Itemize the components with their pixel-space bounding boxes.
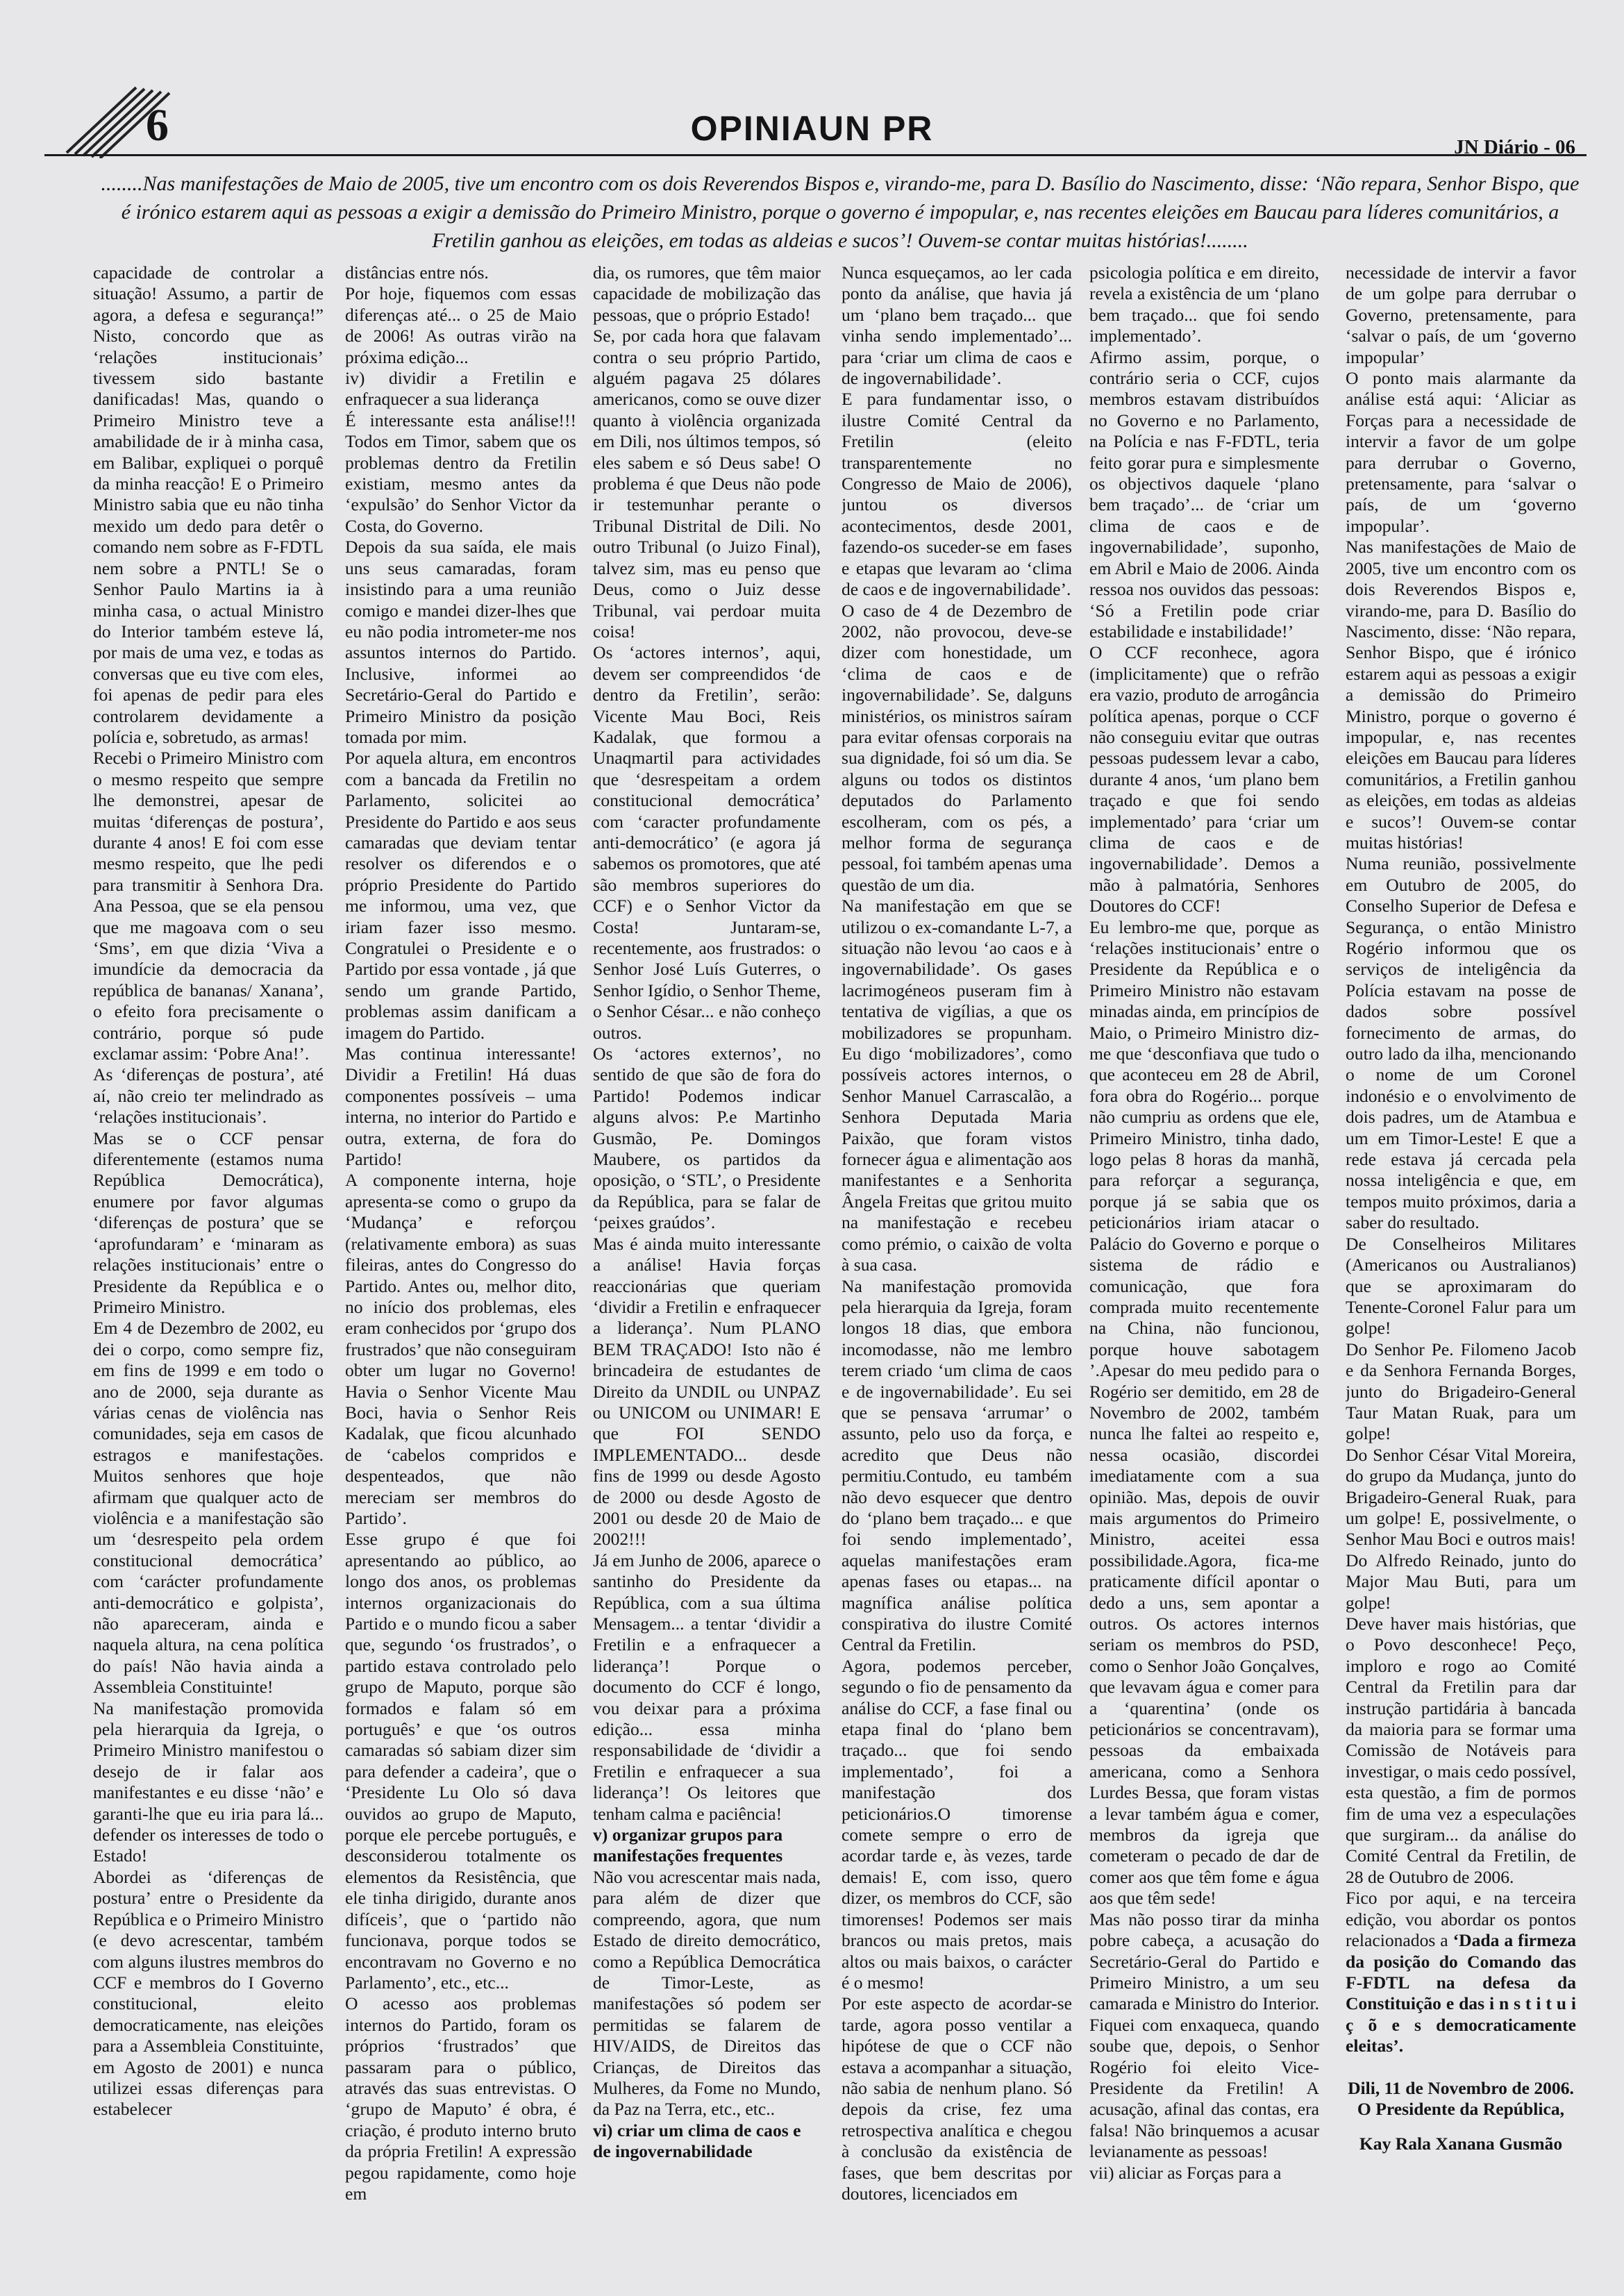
paragraph: Abordei as ‘diferenças de postura’ entre o Presidente da República e o Primeiro Ministro (e devo acrescentar, também com alguns ilustres membros do CCF e membros do I Governo constitucional, eleito democraticamente, nas eleições para a Assembleia Constituinte, em Agosto de 2001) e nunca utilizei essas diferenças para estabelecer	[93, 1866, 324, 2120]
paragraph: Por hoje, fiquemos com essas diferenças até... o 25 de Maio de 2006! As outras virão na próxima edição...	[345, 283, 576, 367]
spacer	[1346, 2057, 1576, 2078]
signature-date: Dili, 11 de Novembro de 2006.	[1348, 2077, 1574, 2098]
column-1	[93, 262, 324, 2227]
paragraph: psicologia política e em direito, revela a existência de um ‘plano bem traçado... que foi sendo implementado’.	[1089, 262, 1319, 346]
paragraph: distâncias entre nós.	[345, 262, 489, 283]
paragraph: necessidade de intervir a favor de um golpe para derrubar o Governo, pretensamente, para ‘salvar o país, de um ‘governo impopular’	[1346, 262, 1576, 367]
paragraph: Esse grupo é que foi apresentando ao público, ao longo dos anos, os problemas internos organizacionais do Partido e o mundo ficou a saber que, segundo ‘os frustrados’, o partido estava controlado pelo grupo de Maputo, porque são formados e falam só em português’ e que ‘os outros camaradas só sabiam dizer sim para defender a cadeira’, que o ‘Presidente Lu Olo só dava ouvidos ao grupo de Maputo, porque ele percebe português, e desconsiderou totalmente os elementos da Resistência, que ele tinha dirigido, durante anos difíceis’, que o ‘partido não funcionava, porque todos se encontravam no Governo e no Parlamento’, etc., etc...	[345, 1529, 576, 1993]
paragraph: O CCF reconhece, agora (implicitamente) que o refrão era vazio, produto de arrogância política apenas, porque o CCF não conseguiu evitar que outras pessoas pudessem levar a cabo, durante 4 anos, ‘um plano bem traçado e que foi sendo implementado’ para ‘criar um clima de caos e de ingovernabilidade’. Demos a mão à palmatória, Senhores Doutores do CCF!	[1089, 642, 1319, 916]
paragraph: Afirmo assim, porque, o contrário seria o CCF, cujos membros estavam distribuídos no Governo e no Parlamento, na Polícia e nas F-FDTL, teria feito gorar pura e simplesmente os objectivos daquele ‘plano bem traçado’... de ‘criar um clima de caos e de ingovernabilidade’, suponho, em Abril e Maio de 2006. Ainda ressoa nos ouvidos das pessoas: ‘Só a Fretilin pode criar estabilidade e instabilidade!’	[1089, 346, 1319, 642]
paragraph: Agora, podemos perceber, segundo o fio de pensamento da análise do CCF, a fase final ou etapa final do ‘plano bem traçado... que foi sendo implementado’, foi a manifestação dos peticionários.O timorense comete sempre o erro de acordar tarde e, às vezes, tarde demais! E, com isso, quero dizer, os membros do CCF, são timorenses! Podemos ser mais brancos ou mais pretos, mais altos ou mais baixos, o carácter é o mesmo!	[842, 1655, 1072, 1993]
paragraph: A componente interna, hoje apresenta-se como o grupo da ‘Mudança’ e reforçou (relativamente embora) as suas fileiras, antes do Congresso do Partido. Antes ou, melhor dito, no início dos problemas, eles eram conhecidos por ‘grupo dos frustrados’ que não conseguiram obter um lugar no Governo! Havia o Senhor Vicente Mau Boci, havia o Senhor Reis Kadalak, que ficou alcunhado de ‘cabelos compridos e despenteados, que não mereciam ser membros do Partido’.	[345, 1170, 576, 1528]
paragraph: Nunca esqueçamos, ao ler cada ponto da análise, que havia já um ‘plano bem traçado... que vinha sendo implementado’... para ‘criar um clima de caos e de ingovernabilidade’.	[842, 262, 1072, 389]
paragraph: Mas se o CCF pensar diferentemente (estamos numa República Democrática), enumere por favor algumas ‘diferenças de postura’ que se ‘aprofundaram’ e ‘minaram as relações institucionais’ entre o Presidente da República e o Primeiro Ministro.	[93, 1128, 324, 1317]
paragraph: capacidade de controlar a situação! Assumo, a partir de agora, a defesa e segurança!” Nisto, concordo que as ‘relações institucionais’ tivessem sido bastante danificadas! Mas, quando o Primeiro Ministro teve a amabilidade de ir à minha casa, em Balibar, expliquei o porquê da minha reacção! E o Primeiro Ministro sabia que eu não tinha mexido um dedo para detêr o comando nem sobre as F-FDTL nem sobre a PNTL! Se o Senhor Paulo Martins ia à minha casa, o actual Ministro do Interior também esteve lá, por mais de uma vez, e todas as conversas que eu tive com eles, foi apenas de pedir para eles controlarem devidamente a polícia e, sobretudo, as armas!	[93, 262, 324, 747]
newspaper-reference: JN Diário - 06	[1454, 136, 1575, 158]
paragraph: Do Senhor Pe. Filomeno Jacob e da Senhora Fernanda Borges, junto do Brigadeiro-General Taur Matan Ruak, para um golpe!	[1346, 1339, 1576, 1444]
lead-quote: ........Nas manifestações de Maio de 2005, tive um encontro com os dois Reverendos Bispos e, virando-me, para D. Basílio do Nascimento, disse: ‘Não repara, Senhor Bispo, que é irónico estarem aqui as pessoas a exigir a demissão do Primeiro Ministro, porque o governo é impopular, e, nas recentes eleições em Baucau para líderes comunitários, a Fretilin ganhou as eleições, em todas as aldeias e sucos’! Ouvem-se contar muitas histórias!........	[101, 172, 1580, 252]
column-3	[593, 262, 821, 2227]
column-6	[1346, 262, 1576, 2227]
subheading: v) organizar grupos para manifestações frequentes	[593, 1825, 783, 1866]
subheading: vi) criar um clima de caos e de ingovernabilidade	[593, 2120, 801, 2162]
paragraph: Se, por cada hora que falavam contra o seu próprio Partido, alguém pagava 25 dólares americanos, como se ouve dizer quanto à violência organizada em Dili, nos últimos tempos, só eles sabem e só Deus sabe! O problema é que Deus não pode ir testemunhar perante o Tribunal Distrital de Dili. No outro Tribunal (o Juizo Final), talvez sim, mas eu penso que Deus, como o Juiz desse Tribunal, vai perdoar muita coisa!	[593, 326, 821, 642]
paragraph: Mas não posso tirar da minha pobre cabeça, a acusação do Secretário-Geral do Partido e Primeiro Ministro, a um seu camarada e Ministro do Interior. Fiquei com enxaqueca, quando soube que, depois, o Senhor Rogério foi eleito Vice-Presidente da Fretilin! A acusação, afinal das contas, era falsa! Não brinquemos a acusar levianamente as pessoas!	[1089, 1909, 1319, 2162]
column-2	[345, 262, 576, 2227]
section-title: OPINIAUN PR	[690, 109, 934, 148]
paragraph: Já em Junho de 2006, aparece o santinho do Presidente da República, com a sua última Mensagem... a tentar ‘dividir a Fretilin e a enfraquecer a liderança’! Porque o documento do CCF é longo, vou deixar para a próxima edição... essa minha responsabilidade de ‘dividir a Fretilin e enfraquecer a sua liderança’! Os leitores que tenham calma e paciência!	[593, 1550, 821, 1824]
signature-name: Kay Rala Xanana Gusmão	[1359, 2134, 1563, 2154]
paragraph	[1346, 1888, 1576, 2056]
paragraph: Recebi o Primeiro Ministro com o mesmo respeito que sempre lhe demonstrei, apesar de muitas ‘diferenças de postura’, durante 4 anos! E foi com esse mesmo respeito, que lhe pedi para transmitir à Senhora Dra. Ana Pessoa, que se ela pensou que me magoava com o seu ‘Sms’, em que dizia ‘Viva a imundície da democracia da república de bananas/ Xanana’, o efeito fora precisamente o contrário, porque só pude exclamar assim: ‘Pobre Ana!’.	[93, 748, 324, 1064]
highlighted-quote: ‘Dada a firmeza da posição do Comando das F-FDTL na defesa da Constituição e das i n s t i t u i ç õ e s democraticamente eleitas’.	[1346, 1930, 1576, 2056]
signature-role: O Presidente da República,	[1357, 2098, 1565, 2119]
paragraph: Mas é ainda muito interessante a análise! Havia forças reaccionárias que queriam ‘dividir a Fretilin e enfraquecer a liderança’. Num PLANO BEM TRAÇADO! Isto não é brincadeira de estudantes de Direito da UNDIL ou UNPAZ ou UNICOM ou UNIMAR! E que FOI SENDO IMPLEMENTADO... desde fins de 1999 ou desde Agosto de 2000 ou desde Agosto de 2001 ou desde 20 de Maio de 2002!!!	[593, 1233, 821, 1550]
paragraph: Na manifestação em que se utilizou o ex-comandante L-7, a situação não levou ‘ao caos e à ingovernabilidade’. Os gases lacrimogéneos puseram fim à tentativa de vigílias, a que os mobilizadores se propunham. Eu digo ‘mobilizadores’, como possíveis actores internos, o Senhor Manuel Carrascalão, a Senhora Deputada Maria Paixão, que foram vistos fornecer água e alimentação aos manifestantes e a Senhorita Ângela Freitas que gritou muito na manifestação e recebeu como prémio, o caixão de volta à sua casa.	[842, 896, 1072, 1275]
paragraph: Por aquela altura, em encontros com a bancada da Fretilin no Parlamento, solicitei ao Presidente do Partido e aos seus camaradas que deviam tentar resolver os diferendos e o próprio Presidente do Partido me informou, uma vez, que iriam fazer isso mesmo. Congratulei o Presidente e o Partido por essa vontade , já que sendo um grande Partido, problemas assim danificam a imagem do Partido.	[345, 748, 576, 1043]
paragraph: Deve haver mais histórias, que o Povo desconhece! Peço, imploro e rogo ao Comité Central da Fretilin para dar instrução partidária à bancada da maioria para se formar uma Comissão de Notáveis para investigar, o mais cedo possível, esta questão, a fim de pormos fim de uma vez a especulações que surgiram... da análise do Comité Central da Fretilin, de 28 de Outubro de 2006.	[1346, 1614, 1576, 1887]
paragraph: Eu lembro-me que, porque as ‘relações institucionais’ entre o Presidente da República e o Primeiro Ministro não estavam minadas ainda, em princípios de Maio, o Primeiro Ministro diz-me que ‘desconfiava que tudo o que aconteceu em 28 de Abril, fora obra do Rogério... porque não cumpriu as ordens que ele, Primeiro Ministro, tinha dado, logo pelas 8 horas da manhã, para reforçar a segurança, porque já se sabia que os peticionários iriam atacar o Palácio do Governo e porque o sistema de rádio e comunicação, que fora comprada muito recentemente na China, não funcionou, porque houve sabotagem ’.Apesar do meu pedido para o Rogério ser demitido, em 28 de Novembro de 2002, também nunca lhe faltei ao respeito e, nessa ocasião, discordei imediatamente com a sua opinião. Mas, depois de ouvir mais argumentos do Primeiro Ministro, aceitei essa possibilidade.Agora, fica-me praticamente difícil apontar o dedo a uns, sem apontar a outros. Os actores internos seriam os membros do PSD, como o Senhor João Gonçalves, que levavam água e comer para a ‘quarentina’ (onde os peticionários se concentravam), pessoas da embaixada americana, como a Senhora Lurdes Bessa, que foram vistas a levar também água e comer, membros da igreja que cometeram o pecado de dar de comer aos que têm fome e água aos que têm sede!	[1089, 916, 1319, 1909]
paragraph: E para fundamentar isso, o ilustre Comité Central da Fretilin (eleito transparentemente no Congresso de Maio de 2006), juntou os diversos acontecimentos, desde 2001, fazendo-os suceder-se em fases e etapas que levaram ao ‘clima de caos e de ingovernabilidade’.	[842, 389, 1072, 600]
paragraph: Do Alfredo Reinado, junto do Major Mau Buti, para um golpe!	[1346, 1550, 1576, 1613]
paragraph: O acesso aos problemas internos do Partido, foram os próprios ‘frustrados’ que passaram para o público, através das suas entrevistas. O ‘grupo de Maputo’ é obra, é criação, é produto interno bruto da própria Fretilin! A expressão pegou rapidamente, como hoje em	[345, 1993, 576, 2204]
paragraph: iv) dividir a Fretilin e enfraquecer a sua liderança	[345, 368, 576, 410]
paragraph: Os ‘actores externos’, no sentido de que são de fora do Partido! Podemos indicar alguns alvos: P.e Martinho Gusmão, Pe. Domingos Maubere, os partidos da oposição, o ‘STL’, o Presidente da República, para se falar de ‘peixes graúdos’.	[593, 1044, 821, 1233]
paragraph: É interessante esta análise!!! Todos em Timor, sabem que os problemas dentro da Fretilin existiam, mesmo antes da ‘expulsão’ do Senhor Victor da Costa, do Governo.	[345, 410, 576, 536]
paragraph: Em 4 de Dezembro de 2002, eu dei o corpo, como sempre fiz, em fins de 1999 e em todo o ano de 2000, seja durante as várias cenas de violência nas comunidades, seja em casos de estragos e manifestações. Muitos senhores que hoje afirmam que qualquer acto de violência e a manifestação são um ‘desrespeito pela ordem constitucional democrática’ com ‘carácter profundamente anti-democrático e golpista’, não apareceram, ainda e naquela altura, na cena política do país! Não havia ainda a Assembleia Constituinte!	[93, 1318, 324, 1698]
paragraph: vii) aliciar as Forças para a	[1089, 2162, 1282, 2183]
paragraph: Depois da sua saída, ele mais uns seus camaradas, foram insistindo para a uma reunião comigo e mandei dizer-lhes que eu não podia intrometer-me nos assuntos internos do Partido. Inclusive, informei ao Secretário-Geral do Partido e Primeiro Ministro da posição tomada por mim.	[345, 537, 576, 747]
page-number: 6	[146, 100, 169, 151]
paragraph: As ‘diferenças de postura’, até aí, não creio ter melindrado as ‘relações institucionais’.	[93, 1064, 324, 1128]
paragraph: dia, os rumores, que têm maior capacidade de mobilização das pessoas, que o próprio Estado!	[593, 262, 821, 325]
paragraph: O caso de 4 de Dezembro de 2002, não provocou, deve-se dizer com honestidade, um ‘clima de caos e de ingovernabilidade’. Se, dalguns ministérios, os ministros saíram para evitar ofensas corporais na sua dignidade, foi só um dia. Se alguns ou todos os distintos deputados do Parlamento escolheram, com os pés, a melhor forma de segurança pessoal, foi também apenas uma questão de um dia.	[842, 600, 1072, 895]
paragraph: Na manifestação promovida pela hierarquia da Igreja, foram longos 18 dias, que embora incomodasse, não me lembro terem criado ‘um clima de caos e de ingovernabilidade’. Eu sei que se pensava ‘arrumar’ o assunto, pelo uso da força, e acredito que Deus não permitiu.Contudo, eu também não devo esquecer que dentro do ‘plano bem traçado... e que foi sendo implementado’, aquelas manifestações eram apenas fases ou etapas... na magnífica análise política conspirativa do ilustre Comité Central da Fretilin.	[842, 1275, 1072, 1655]
paragraph: Não vou acrescentar mais nada, para além de dizer que compreendo, agora, que num Estado de direito democrático, como a República Democrática de Timor-Leste, as manifestações só podem ser permitidas se falarem de HIV/AIDS, de Direitos das Crianças, de Direitos das Mulheres, da Fome no Mundo, da Paz na Terra, etc., etc..	[593, 1866, 821, 2120]
paragraph: Por este aspecto de acordar-se tarde, agora posso ventilar a hipótese de que o CCF não estava a acompanhar a situação, não sabia de nenhum plano. Só depois da crise, fez uma retrospectiva analítica e chegou à conclusão da existência de fases, que bem descritas por doutores, licenciados em	[842, 1993, 1072, 2204]
header-rule	[44, 154, 1587, 156]
paragraph-text: Fico por aqui, e na terceira edição, vou abordar os pontos relacionados a	[1346, 1888, 1576, 1951]
paragraph: Nas manifestações de Maio de 2005, tive um encontro com os dois Reverendos Bispos e, virando-me, para D. Basílio do Nascimento, disse: ‘Não repara, Senhor Bispo, que é irónico estarem aqui as pessoas a exigir a demissão do Primeiro Ministro, porque o governo é impopular, e, nas recentes eleições em Baucau para líderes comunitários, a Fretilin ganhou as eleições, em todas as aldeias e sucos’! Ouvem-se contar muitas histórias!	[1346, 537, 1576, 853]
column-5	[1089, 262, 1319, 2227]
paragraph: Mas continua interessante! Dividir a Fretilin! Há duas componentes possíveis – uma interna, no interior do Partido e outra, externa, de fora do Partido!	[345, 1044, 576, 1170]
paragraph: Na manifestação promovida pela hierarquia da Igreja, o Primeiro Ministro manifestou o desejo de ir falar aos manifestantes e eu disse ‘não’ e garanti-lhe que eu iria para lá... defender os interesses de todo o Estado!	[93, 1698, 324, 1866]
column-4	[842, 262, 1072, 2227]
paragraph: Os ‘actores internos’, aqui, devem ser compreendidos ‘de dentro da Fretilin’, serão: Vicente Mau Boci, Reis Kadalak, que formou a Unaqmartil para actividades que ‘desrespeitam a ordem constitucional democrática’ com ‘caracter profundamente anti-democrático’ (e agora já sabemos os promotores, que até são membros superiores do CCF) e o Senhor Victor da Costa! Juntaram-se, recentemente, aos frustrados: o Senhor José Luís Guterres, o Senhor Igídio, o Senhor Theme, o Senhor César... e não conheço outros.	[593, 642, 821, 1043]
spacer	[1346, 2120, 1576, 2134]
paragraph: O ponto mais alarmante da análise está aqui: ‘Aliciar as Forças para a necessidade de intervir a favor de um golpe para derrubar o Governo, pretensamente, para ‘salvar o país, de um ‘governo impopular’.	[1346, 368, 1576, 536]
paragraph: Do Senhor César Vital Moreira, do grupo da Mudança, junto do Brigadeiro-General Ruak, para um golpe! E, possivelmente, o Senhor Mau Boci e outros mais!	[1346, 1444, 1576, 1550]
paragraph: De Conselheiros Militares (Americanos ou Australianos) que se aproximaram do Tenente-Coronel Falur para um golpe!	[1346, 1233, 1576, 1339]
paragraph: Numa reunião, possivelmente em Outubro de 2005, do Conselho Superior de Defesa e Segurança, o então Ministro Rogério informou que os serviços de inteligência da Polícia estavam na posse de dados sobre possível fornecimento de armas, do outro lado da ilha, mencionando o nome de um Coronel indonésio e o envolvimento de dois padres, um de Atambua e um em Timor-Leste! E que a rede estava já cercada pela nossa inteligência e que, em tempos muito próximos, daria a saber do resultado.	[1346, 853, 1576, 1233]
